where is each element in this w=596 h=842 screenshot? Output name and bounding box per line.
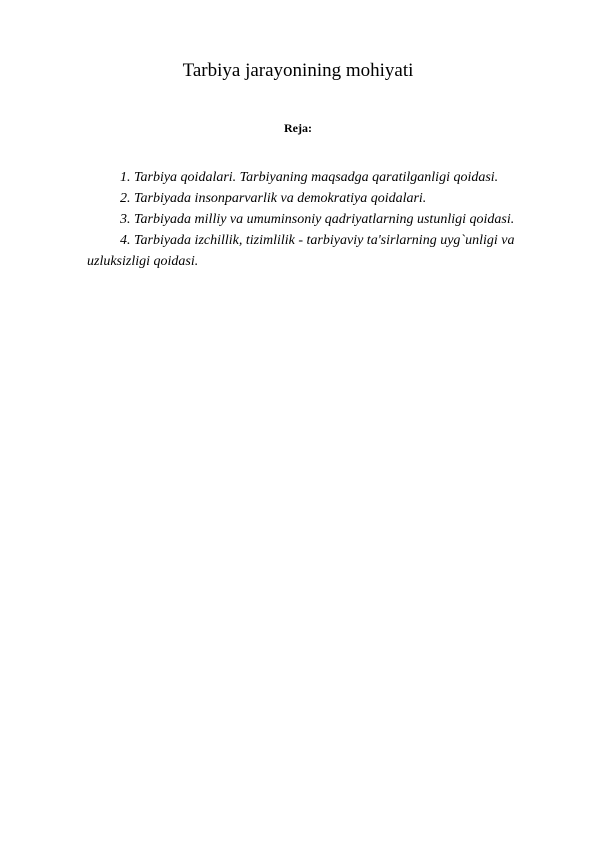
plan-heading: Reja:	[284, 121, 312, 135]
plan-item: 1. Tarbiya qoidalari. Tarbiyaning maqsadga qaratilganligi qoidasi.	[120, 170, 499, 185]
plan-item: 2. Tarbiyada insonparvarlik va demokratiya qoidalari.	[120, 191, 427, 206]
plan-item: 4. Tarbiyada izchillik, tizimlilik - tarbiyaviy ta'sirlarning uyg`unligi va uzluksizligi qoidasi.	[87, 233, 515, 269]
document-title: Tarbiya jarayonining mohiyati	[182, 60, 414, 81]
plan-list	[87, 167, 527, 272]
plan-item: 3. Tarbiyada milliy va umuminsoniy qadriyatlarning ustunligi qoidasi.	[120, 212, 515, 227]
